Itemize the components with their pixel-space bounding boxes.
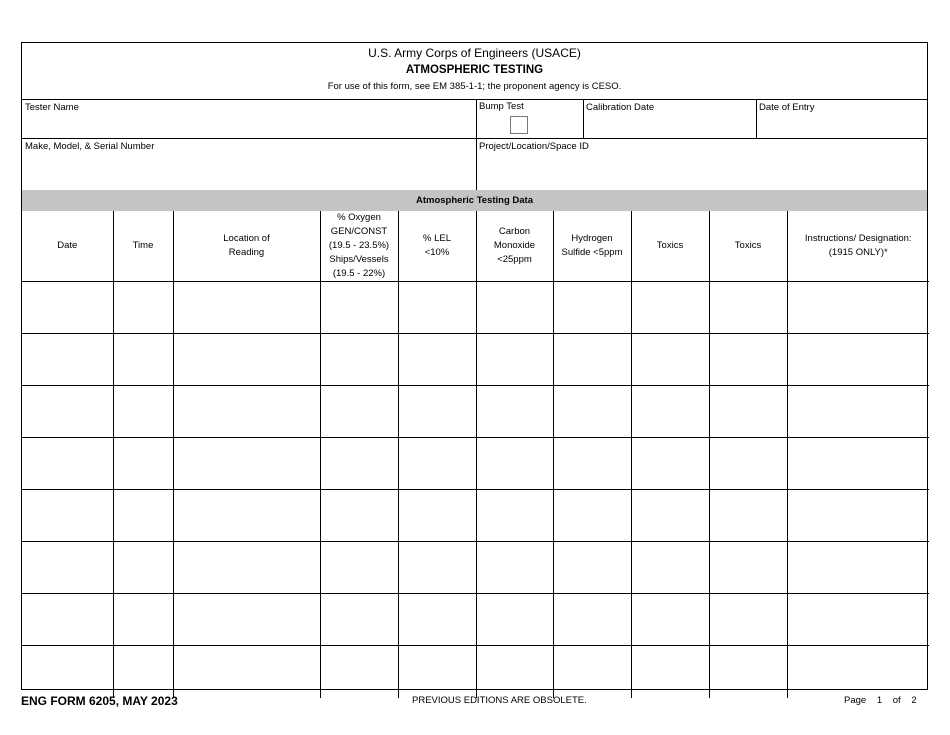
table-row	[22, 542, 929, 594]
tester-name-label: Tester Name	[25, 102, 79, 113]
of-label: of	[892, 695, 901, 706]
date-of-entry-label: Date of Entry	[759, 102, 815, 113]
project-location-label: Project/Location/Space ID	[479, 141, 589, 152]
col-lel: % LEL <10%	[398, 211, 476, 282]
make-model-serial-label: Make, Model, & Serial Number	[25, 141, 155, 152]
col-hydrogen-sulfide: Hydrogen Sulfide <5ppm	[553, 211, 631, 282]
table-row	[22, 490, 929, 542]
divider	[583, 99, 584, 138]
col-location: Location of Reading	[173, 211, 320, 282]
table-header-row	[22, 211, 929, 282]
divider	[22, 99, 927, 100]
proponent-note: For use of this form, see EM 385-1-1; the proponent agency is CESO.	[327, 81, 622, 92]
bump-test-checkbox[interactable]	[510, 116, 528, 134]
divider	[476, 99, 477, 190]
bump-test-label: Bump Test	[479, 101, 524, 112]
form-id: ENG FORM 6205, MAY 2023	[21, 694, 178, 708]
obsolete-notice: PREVIOUS EDITIONS ARE OBSOLETE.	[412, 695, 587, 706]
table-row	[22, 646, 929, 698]
page-total: 2	[911, 695, 917, 706]
page-number: 1	[876, 695, 883, 706]
divider	[22, 138, 927, 139]
table-row	[22, 594, 929, 646]
col-date: Date	[22, 211, 113, 282]
calibration-date-label: Calibration Date	[586, 102, 655, 113]
atmospheric-testing-form	[21, 42, 928, 690]
page-label: Page	[844, 695, 867, 706]
col-toxics-2: Toxics	[709, 211, 787, 282]
col-time: Time	[113, 211, 173, 282]
col-instructions: Instructions/ Designation: (1915 ONLY)*	[787, 211, 929, 282]
col-oxygen: % Oxygen GEN/CONST (19.5 - 23.5%) Ships/Vessels (19.5 - 22%)	[320, 211, 398, 282]
testing-data-table	[22, 211, 929, 698]
table-row	[22, 334, 929, 386]
col-toxics-1: Toxics	[631, 211, 709, 282]
col-carbon-monoxide: Carbon Monoxide <25ppm	[476, 211, 553, 282]
section-title: Atmospheric Testing Data	[22, 190, 927, 211]
table-row	[22, 282, 929, 334]
agency-name: U.S. Army Corps of Engineers (USACE)	[368, 46, 581, 60]
page-indicator	[844, 695, 923, 706]
table-row	[22, 438, 929, 490]
divider	[756, 99, 757, 138]
form-title: ATMOSPHERIC TESTING	[405, 64, 544, 76]
table-row	[22, 386, 929, 438]
